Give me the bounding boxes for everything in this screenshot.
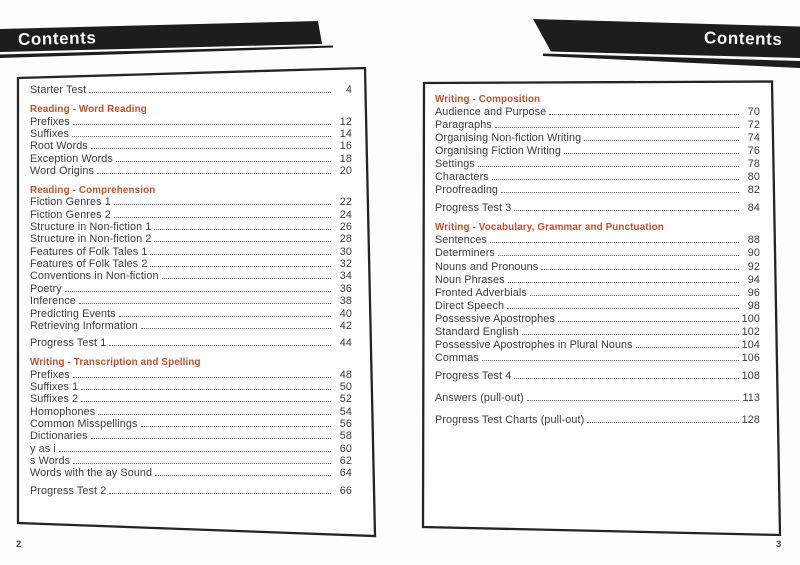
dot-leader xyxy=(154,241,331,242)
toc-entry xyxy=(30,222,352,234)
toc-entry-page: 80 xyxy=(747,171,760,184)
toc-entry xyxy=(30,468,352,480)
dot-leader xyxy=(490,242,739,243)
dot-leader xyxy=(109,345,331,346)
toc-entry-page: 20 xyxy=(339,165,352,178)
toc-entry-page: 84 xyxy=(747,202,760,215)
right-banner-title: Contents xyxy=(703,28,783,49)
toc-entry xyxy=(30,209,352,221)
toc-entry xyxy=(30,85,352,97)
toc-entry-title: Noun Phrases xyxy=(435,273,505,286)
toc-entry-page: 108 xyxy=(741,369,760,382)
dot-leader xyxy=(91,438,331,439)
toc-entry xyxy=(435,119,760,132)
toc-entry-page: 36 xyxy=(339,282,352,295)
toc-entry-page: 28 xyxy=(339,233,352,246)
toc-entry-title: Organising Fiction Writing xyxy=(435,145,562,158)
dot-leader xyxy=(89,92,331,93)
right-contents-list xyxy=(435,87,760,427)
toc-entry-title: Homophones xyxy=(30,405,96,418)
toc-entry-page: 58 xyxy=(339,430,352,443)
toc-entry-title: Sentences xyxy=(435,234,487,247)
toc-entry xyxy=(435,274,760,287)
dot-leader xyxy=(636,347,739,348)
toc-entry-title: Progress Test 4 xyxy=(435,369,512,382)
toc-entry-page: 113 xyxy=(742,391,760,404)
toc-entry-title: Words with the ay Sound xyxy=(30,467,153,480)
toc-entry-title: Structure in Non-fiction 2 xyxy=(30,233,152,246)
dot-leader xyxy=(98,414,331,415)
toc-entry-page: 62 xyxy=(339,454,352,467)
toc-entry-page: 32 xyxy=(339,258,352,271)
toc-entry xyxy=(30,443,352,455)
toc-entry xyxy=(435,370,760,383)
toc-entry-title: Suffixes 2 xyxy=(30,393,79,406)
toc-entry xyxy=(435,132,760,145)
dot-leader xyxy=(549,114,739,115)
toc-entry xyxy=(30,129,352,141)
left-banner-title: Contents xyxy=(17,28,97,49)
toc-entry-page: 96 xyxy=(747,286,760,299)
toc-entry xyxy=(30,246,352,258)
toc-entry-page: 76 xyxy=(747,145,760,158)
toc-entry-page: 94 xyxy=(747,273,760,286)
toc-entry xyxy=(435,106,760,119)
toc-entry-title: Prefixes xyxy=(30,368,70,381)
toc-entry-title: Determiners xyxy=(435,247,495,260)
toc-entry-page: 74 xyxy=(747,132,760,145)
toc-entry-title: Settings xyxy=(435,158,475,171)
left-contents-list xyxy=(30,85,352,498)
toc-entry-title: Organising Non-fiction Writing xyxy=(435,132,582,145)
toc-entry-title: Poetry xyxy=(30,282,62,295)
toc-entry xyxy=(30,166,352,178)
section-heading: Writing - Transcription and Spelling xyxy=(30,357,201,369)
toc-entry-title: Predicting Events xyxy=(30,307,116,320)
toc-entry-title: Commas xyxy=(435,351,479,364)
toc-entry-title: Common Misspellings xyxy=(30,417,138,430)
toc-entry-page: 34 xyxy=(339,270,352,283)
toc-entry-title: Dictionaries xyxy=(30,430,88,443)
dot-leader xyxy=(91,148,331,149)
toc-entry xyxy=(30,283,352,295)
toc-entry xyxy=(30,338,352,350)
dot-leader xyxy=(72,136,331,137)
section-heading: Reading - Comprehension xyxy=(30,185,156,197)
toc-entry xyxy=(30,271,352,283)
toc-entry-title: Standard English xyxy=(435,325,519,338)
dot-leader xyxy=(530,295,739,296)
dot-leader xyxy=(514,210,739,211)
toc-entry-title: Direct Speech xyxy=(435,299,505,312)
toc-entry-page: 102 xyxy=(741,325,760,338)
toc-entry-page: 90 xyxy=(747,247,760,260)
dot-leader xyxy=(73,463,331,464)
toc-entry-page: 38 xyxy=(339,295,352,308)
toc-entry-title: Exception Words xyxy=(30,152,113,165)
toc-entry-title: Word Origins xyxy=(30,165,94,178)
toc-entry-title: Progress Test 1 xyxy=(30,337,107,350)
toc-entry xyxy=(30,431,352,443)
toc-entry xyxy=(435,414,760,427)
dot-leader xyxy=(114,204,331,205)
dot-leader xyxy=(109,493,331,494)
toc-entry-title: Starter Test xyxy=(30,84,87,97)
toc-entry-page: 18 xyxy=(339,152,352,165)
dot-leader xyxy=(541,269,739,270)
dot-leader xyxy=(97,173,331,174)
toc-entry-title: Nouns and Pronouns xyxy=(435,260,539,273)
toc-entry-page: 92 xyxy=(747,260,760,273)
toc-entry-title: Characters xyxy=(435,171,489,184)
toc-entry-title: Structure in Non-fiction 1 xyxy=(30,221,152,234)
section-heading: Writing - Composition xyxy=(435,94,541,105)
toc-entry-page: 100 xyxy=(741,312,760,325)
toc-entry xyxy=(30,382,352,394)
toc-entry-title: Progress Test 3 xyxy=(435,202,512,215)
toc-entry xyxy=(435,234,760,247)
dot-leader xyxy=(498,255,739,256)
dot-leader xyxy=(478,166,739,167)
dot-leader xyxy=(141,328,331,329)
dot-leader xyxy=(150,254,331,255)
toc-entry-title: y as i xyxy=(30,442,56,455)
dot-leader xyxy=(73,377,331,378)
toc-entry-page: 24 xyxy=(339,208,352,221)
dot-leader xyxy=(162,278,331,279)
dot-leader xyxy=(522,334,739,335)
toc-entry xyxy=(30,259,352,271)
dot-leader xyxy=(558,321,739,322)
dot-leader xyxy=(492,179,739,180)
dot-leader xyxy=(65,291,331,292)
toc-entry-page: 50 xyxy=(339,380,352,393)
toc-entry xyxy=(30,197,352,209)
toc-entry-page: 66 xyxy=(339,484,352,497)
toc-entry-title: Retrieving Information xyxy=(30,319,138,332)
toc-entry-title: Root Words xyxy=(30,140,88,153)
dot-leader xyxy=(81,401,331,402)
toc-entry-page: 128 xyxy=(741,413,760,426)
toc-entry xyxy=(30,234,352,246)
toc-entry-title: Fronted Adverbials xyxy=(435,286,527,299)
dot-leader xyxy=(507,308,739,309)
left-page-number: 2 xyxy=(16,539,22,550)
dot-leader xyxy=(141,426,331,427)
toc-entry-page: 30 xyxy=(339,245,352,258)
toc-entry-page: 60 xyxy=(339,442,352,455)
right-page-number: 3 xyxy=(776,539,782,550)
dot-leader xyxy=(514,378,738,379)
toc-entry-title: Suffixes 1 xyxy=(30,380,79,393)
dot-leader xyxy=(155,475,331,476)
dot-leader xyxy=(495,127,739,128)
toc-entry-title: Progress Test Charts (pull-out) xyxy=(435,413,585,426)
toc-entry-title: Features of Folk Tales 2 xyxy=(30,258,148,271)
toc-entry xyxy=(435,184,760,197)
dot-leader xyxy=(482,360,739,361)
section-heading: Reading - Word Reading xyxy=(30,104,147,116)
dot-leader xyxy=(59,451,331,452)
toc-entry xyxy=(435,339,760,352)
toc-entry xyxy=(435,352,760,365)
dot-leader xyxy=(564,153,739,154)
toc-entry xyxy=(435,287,760,300)
toc-entry-page: 104 xyxy=(741,338,760,351)
toc-entry-page: 72 xyxy=(747,119,760,132)
toc-entry xyxy=(30,419,352,431)
toc-entry xyxy=(435,392,760,405)
toc-entry-title: Answers (pull-out) xyxy=(435,391,524,404)
toc-entry-page: 64 xyxy=(339,467,352,480)
toc-entry xyxy=(30,369,352,381)
toc-entry xyxy=(30,296,352,308)
toc-entry xyxy=(30,456,352,468)
toc-entry xyxy=(435,247,760,260)
dot-leader xyxy=(508,282,739,283)
toc-entry xyxy=(435,171,760,184)
toc-entry xyxy=(30,153,352,165)
toc-entry xyxy=(435,260,760,273)
toc-entry-page: 12 xyxy=(339,115,352,128)
toc-entry-page: 78 xyxy=(747,158,760,171)
toc-entry xyxy=(30,406,352,418)
toc-entry-title: s Words xyxy=(30,454,71,467)
dot-leader xyxy=(501,192,739,193)
toc-entry-page: 56 xyxy=(339,417,352,430)
toc-entry xyxy=(30,308,352,320)
toc-entry-page: 4 xyxy=(345,84,352,97)
toc-entry xyxy=(435,300,760,313)
dot-leader xyxy=(114,217,331,218)
toc-entry-title: Proofreading xyxy=(435,184,499,197)
toc-entry xyxy=(435,326,760,339)
toc-entry xyxy=(435,145,760,158)
toc-entry xyxy=(30,141,352,153)
toc-entry-page: 48 xyxy=(339,368,352,381)
toc-entry xyxy=(30,321,352,333)
toc-entry-page: 70 xyxy=(747,106,760,119)
dot-leader xyxy=(73,124,331,125)
toc-entry-page: 42 xyxy=(339,319,352,332)
toc-entry-title: Fiction Genres 1 xyxy=(30,196,111,209)
toc-entry xyxy=(435,313,760,326)
dot-leader xyxy=(154,229,331,230)
toc-entry-title: Suffixes xyxy=(30,128,70,141)
toc-entry-title: Paragraphs xyxy=(435,119,492,132)
toc-entry-title: Inference xyxy=(30,295,76,308)
toc-entry-page: 54 xyxy=(339,405,352,418)
dot-leader xyxy=(119,316,331,317)
toc-entry-page: 40 xyxy=(339,307,352,320)
toc-entry-page: 22 xyxy=(339,196,352,209)
toc-entry-title: Progress Test 2 xyxy=(30,484,107,497)
dot-leader xyxy=(116,161,331,162)
toc-entry-title: Conventions in Non-fiction xyxy=(30,270,159,283)
toc-entry-page: 88 xyxy=(747,234,760,247)
toc-entry-title: Possessive Apostrophes xyxy=(435,312,555,325)
dot-leader xyxy=(79,303,331,304)
toc-entry-page: 44 xyxy=(339,337,352,350)
dot-leader xyxy=(81,389,331,390)
toc-entry-title: Features of Folk Tales 1 xyxy=(30,245,148,258)
toc-entry xyxy=(30,394,352,406)
toc-entry-page: 98 xyxy=(747,299,760,312)
toc-entry-title: Fiction Genres 2 xyxy=(30,208,111,221)
toc-entry-title: Prefixes xyxy=(30,115,70,128)
section-heading: Writing - Vocabulary, Grammar and Punctuation xyxy=(435,222,664,234)
toc-entry xyxy=(30,485,352,497)
toc-entry-page: 82 xyxy=(747,184,760,197)
dot-leader xyxy=(527,400,739,401)
dot-leader xyxy=(587,422,738,423)
toc-entry xyxy=(30,116,352,128)
toc-entry-page: 26 xyxy=(339,221,352,234)
toc-entry-page: 52 xyxy=(339,393,352,406)
toc-entry-page: 16 xyxy=(339,140,352,153)
dot-leader xyxy=(150,266,331,267)
dot-leader xyxy=(584,140,739,141)
toc-entry-page: 106 xyxy=(741,351,760,364)
toc-entry-title: Audience and Purpose xyxy=(435,106,547,119)
toc-entry-page: 14 xyxy=(339,128,352,141)
toc-entry xyxy=(435,202,760,215)
toc-entry xyxy=(435,158,760,171)
toc-entry-title: Possessive Apostrophes in Plural Nouns xyxy=(435,338,633,351)
